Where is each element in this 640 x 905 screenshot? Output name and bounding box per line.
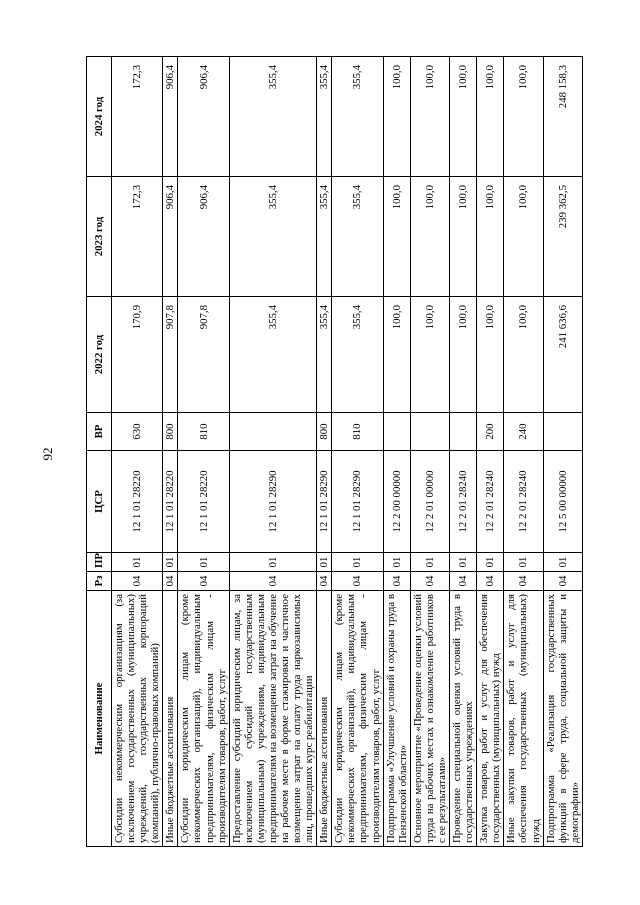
cell-2023: 100,0 [477,177,504,297]
cell-2024: 355,4 [317,57,332,177]
cell-2024: 100,0 [383,57,410,177]
cell-vr: 630 [112,413,163,451]
cell-name: Закупка товаров, работ и услуг для обеспечения государственных (муниципальных) нужд [477,591,504,847]
cell-vr [450,413,477,451]
cell-rz: 04 [317,572,332,591]
cell-rz: 04 [410,572,449,591]
cell-2022: 241 636,6 [543,297,582,413]
cell-name: Проведение специальной оценки условий труда в государственных учреждениях [450,591,477,847]
cell-name: Субсидии юридическим лицам (кроме некоммерческих организаций), индивидуальным предпринимателям, физическим лицам - производителям товаров, работ, услуг [178,591,229,847]
cell-csr: 12 2 00 00000 [383,451,410,553]
cell-2023: 172,3 [112,177,163,297]
cell-pr: 01 [112,553,163,572]
header-2023: 2023 год [87,177,112,297]
table-row [477,57,504,847]
table-row [543,57,582,847]
cell-2024: 100,0 [504,57,543,177]
cell-rz: 04 [163,572,178,591]
cell-name: Иные бюджетные ассигнования [163,591,178,847]
cell-2024: 100,0 [450,57,477,177]
cell-2024: 906,4 [178,57,229,177]
cell-2024: 100,0 [410,57,449,177]
cell-2023: 100,0 [504,177,543,297]
table-row [410,57,449,847]
header-row [87,57,112,847]
table-row [332,57,383,847]
cell-name: Подпрограмма «Улучшение условий и охраны труда в Пензенской области» [383,591,410,847]
cell-csr: 12 2 01 00000 [410,451,449,553]
cell-name: Субсидии юридическим лицам (кроме некоммерческих организаций), индивидуальным предпринимателям, физическим лицам - производителям товаров, работ, услуг [332,591,383,847]
cell-csr: 12 1 01 28220 [163,451,178,553]
cell-vr: 200 [477,413,504,451]
cell-2024: 906,4 [163,57,178,177]
cell-csr: 12 1 01 28220 [112,451,163,553]
header-csr: ЦСР [87,451,112,553]
cell-csr: 12 1 01 28290 [317,451,332,553]
cell-2023: 355,4 [229,177,317,297]
cell-pr: 01 [229,553,317,572]
table-row [178,57,229,847]
cell-2023: 906,4 [178,177,229,297]
header-pr: ПР [87,553,112,572]
cell-pr: 01 [410,553,449,572]
cell-vr: 810 [178,413,229,451]
cell-pr: 01 [477,553,504,572]
cell-2022: 100,0 [504,297,543,413]
cell-2022: 100,0 [410,297,449,413]
cell-2024: 355,4 [229,57,317,177]
cell-pr: 01 [332,553,383,572]
table-row [229,57,317,847]
cell-vr [410,413,449,451]
page-number: 92 [40,447,55,461]
table-row [504,57,543,847]
cell-rz: 04 [178,572,229,591]
cell-2024: 248 158,3 [543,57,582,177]
cell-rz: 04 [504,572,543,591]
cell-2022: 100,0 [450,297,477,413]
cell-vr: 240 [504,413,543,451]
cell-2023: 355,4 [332,177,383,297]
header-rz: Рз [87,572,112,591]
cell-2022: 355,4 [317,297,332,413]
cell-csr: 12 1 01 28290 [332,451,383,553]
cell-name: Иные закупки товаров, работ и услуг для обеспечения государственных (муниципальных) нужд [504,591,543,847]
table-row [317,57,332,847]
cell-pr: 01 [317,553,332,572]
cell-vr [543,413,582,451]
cell-2022: 907,8 [178,297,229,413]
cell-pr: 01 [450,553,477,572]
cell-vr [383,413,410,451]
cell-2022: 170,9 [112,297,163,413]
cell-vr: 800 [317,413,332,451]
cell-2022: 355,4 [332,297,383,413]
table-row [383,57,410,847]
header-name: Наименование [87,591,112,847]
cell-2023: 906,4 [163,177,178,297]
table-container [86,57,581,847]
rotated-table-frame [86,57,581,847]
header-vr: ВР [87,413,112,451]
cell-2023: 100,0 [410,177,449,297]
cell-2024: 100,0 [477,57,504,177]
cell-pr: 01 [163,553,178,572]
cell-2022: 355,4 [229,297,317,413]
cell-2022: 100,0 [383,297,410,413]
cell-name: Основное мероприятие «Проведение оценки условий труда на рабочих местах и ознакомление работников с ее результатами» [410,591,449,847]
cell-name: Подпрограмма «Реализация государственных функций в сфере труда, социальной защиты и демографии» [543,591,582,847]
table-row [112,57,163,847]
cell-name: Субсидии некоммерческим организациям (за исключением государственных (муниципальных) учреждений, государственных корпораций (компаний), публично-правовых компаний) [112,591,163,847]
cell-rz: 04 [112,572,163,591]
cell-rz: 04 [383,572,410,591]
budget-table [86,56,583,847]
cell-rz: 04 [477,572,504,591]
cell-vr: 810 [332,413,383,451]
cell-rz: 04 [543,572,582,591]
cell-2023: 100,0 [450,177,477,297]
table-row [163,57,178,847]
cell-rz: 04 [450,572,477,591]
cell-pr: 01 [504,553,543,572]
cell-csr: 12 2 01 28240 [477,451,504,553]
header-2022: 2022 год [87,297,112,413]
cell-2024: 172,3 [112,57,163,177]
cell-pr: 01 [383,553,410,572]
cell-pr: 01 [543,553,582,572]
cell-2023: 355,4 [317,177,332,297]
cell-2023: 239 362,5 [543,177,582,297]
cell-csr: 12 2 01 28240 [450,451,477,553]
cell-rz: 04 [332,572,383,591]
cell-vr: 800 [163,413,178,451]
cell-2022: 100,0 [477,297,504,413]
cell-2024: 355,4 [332,57,383,177]
cell-name: Предоставление субсидий юридическим лицам, за исключением субсидий государственным (муниципальным) учреждениям, индивидуальным предпринимателям на возмещение затрат на обучение на рабочем месте в форме стажировки и частичное возмещение затрат на оплату труда наркозависимых лиц, прошедших курс реабилитации [229,591,317,847]
cell-csr: 12 2 01 28240 [504,451,543,553]
cell-csr: 12 5 00 00000 [543,451,582,553]
cell-rz: 04 [229,572,317,591]
cell-2023: 100,0 [383,177,410,297]
cell-vr [229,413,317,451]
header-2024: 2024 год [87,57,112,177]
table-row [450,57,477,847]
cell-name: Иные бюджетные ассигнования [317,591,332,847]
cell-csr: 12 1 01 28220 [178,451,229,553]
cell-csr: 12 1 01 28290 [229,451,317,553]
cell-pr: 01 [178,553,229,572]
cell-2022: 907,8 [163,297,178,413]
